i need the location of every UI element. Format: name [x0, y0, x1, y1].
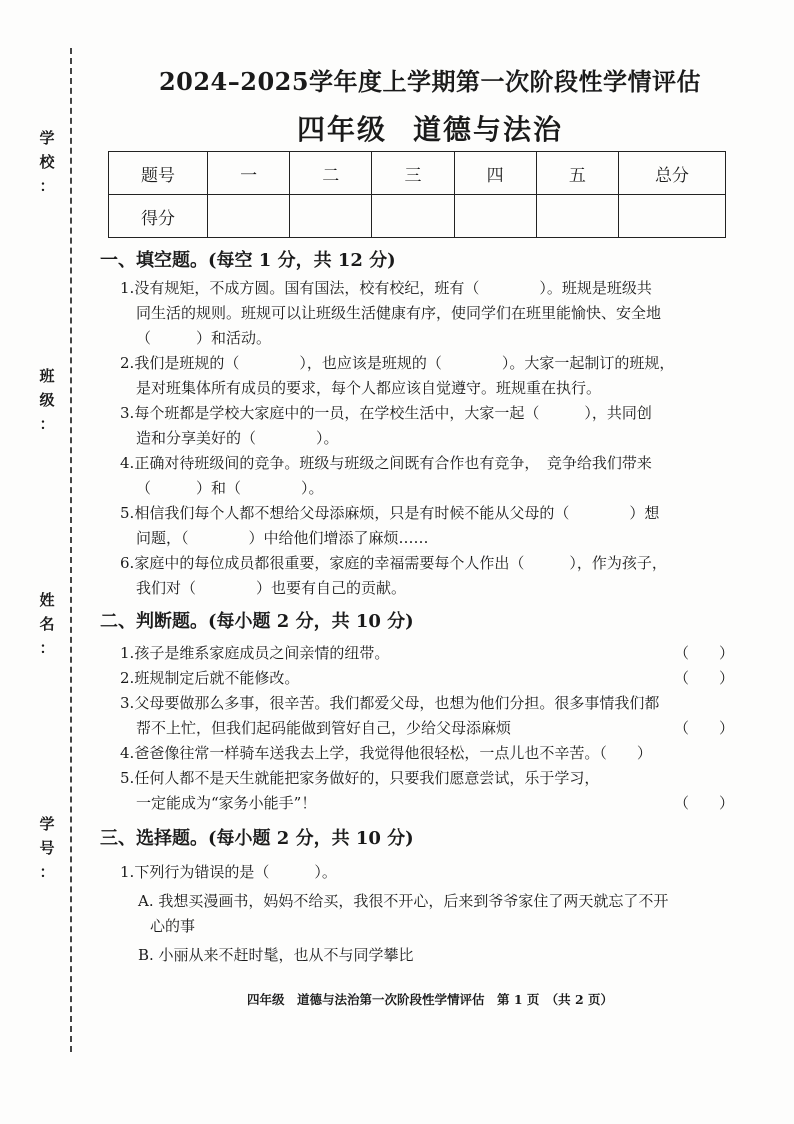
answer-bracket[interactable]: （ ）	[673, 719, 734, 737]
score-input-cell[interactable]	[290, 195, 372, 238]
question-item: 2.我们是班规的（ ），也应该是班规的（ ）。大家一起制订的班规， 是对班集体所有成员的要求，每个人都应该自觉遵守。班规重在执行。	[120, 354, 675, 397]
question-item: 1.下列行为错误的是（ ）。	[120, 863, 337, 881]
score-table-header-row	[109, 152, 726, 195]
question-item: 1.没有规矩，不成方圆。国有国法，校有校纪，班有（ ）。班规是班级共 同生活的规则。班规可以让班级生活健康有序，使同学们在班里能愉快、安全地 （ ）和活动。	[120, 279, 662, 347]
score-table	[108, 151, 726, 238]
margin-label-class: 班 级 ：	[39, 367, 55, 433]
table-cell: 总分	[619, 152, 726, 195]
question-item: 3.父母要做那么多事，很辛苦。我们都爱父母，也想为他们分担。很多事情我们都 帮不上忙，但我们起码能做到管好自己，少给父母添麻烦 （ ）	[120, 691, 740, 741]
score-input-cell[interactable]	[454, 195, 536, 238]
choice-option-a[interactable]: A. 我想买漫画书，妈妈不给买，我很不开心，后来到爷爷家住了两天就忘了不开 心的事	[138, 892, 669, 935]
score-table-score-row	[109, 195, 726, 238]
question-item: 3.每个班都是学校大家庭中的一员，在学校生活中，大家一起（ ），共同创 造和分享美好的（ ）。	[120, 404, 652, 447]
exam-title: 2024–2025学年度上学期第一次阶段性学情评估	[158, 67, 702, 96]
grade-label: 四年级	[296, 113, 387, 146]
question-item: 2.班规制定后就不能修改。 （ ）	[120, 666, 740, 691]
table-cell: 一	[208, 152, 290, 195]
margin-label-school: 学 校 ：	[39, 129, 55, 195]
table-cell: 题号	[109, 152, 208, 195]
question-item: 5.任何人都不是天生就能把家务做好的，只要我们愿意尝试，乐于学习， 一定能成为“家务小能手”！ （ ）	[120, 766, 740, 816]
table-cell: 三	[372, 152, 454, 195]
margin-label-student-no: 学 号 ：	[39, 815, 55, 881]
question-item: 4.正确对待班级间的竞争。班级与班级之间既有合作也有竞争， 竞争给我们带来 （ ）和（ ）。	[120, 454, 652, 497]
score-input-cell[interactable]	[536, 195, 618, 238]
table-cell: 四	[454, 152, 536, 195]
answer-bracket[interactable]: （ ）	[673, 794, 734, 812]
margin-label-name: 姓 名 ：	[39, 591, 55, 657]
binding-dashed-line	[70, 48, 72, 1052]
answer-bracket[interactable]: （ ）	[673, 669, 734, 687]
section-fill-blank-title: 一、填空题。(每空 1 分，共 12 分)	[100, 250, 396, 271]
score-input-cell[interactable]	[619, 195, 726, 238]
section-true-false-title: 二、判断题。(每小题 2 分，共 10 分)	[100, 611, 414, 632]
table-cell: 二	[290, 152, 372, 195]
question-item: 5.相信我们每个人都不想给父母添麻烦，只是有时候不能从父母的（ ）想 问题，（ ）中给他们增添了麻烦……	[120, 504, 660, 547]
score-input-cell[interactable]	[208, 195, 290, 238]
section-multiple-choice-title: 三、选择题。(每小题 2 分，共 10 分)	[100, 828, 414, 849]
table-cell: 五	[536, 152, 618, 195]
subject-label: 道德与法治	[413, 113, 564, 146]
exam-subtitle	[110, 108, 750, 148]
question-item: 4.爸爸像往常一样骑车送我去上学，我觉得他很轻松，一点儿也不辛苦。（ ）	[120, 744, 652, 762]
table-cell: 得分	[109, 195, 208, 238]
question-item: 6.家庭中的每位成员都很重要，家庭的幸福需要每个人作出（ ），作为孩子， 我们对（ ）也要有自己的贡献。	[120, 554, 667, 597]
question-item: 1.孩子是维系家庭成员之间亲情的纽带。 （ ）	[120, 641, 740, 666]
answer-bracket[interactable]: （ ）	[673, 644, 734, 662]
choice-option-b[interactable]: B. 小丽从来不赶时髦，也从不与同学攀比	[138, 946, 414, 964]
page-footer: 四年级 道德与法治第一次阶段性学情评估 第 1 页 （共 2 页）	[246, 992, 614, 1007]
score-input-cell[interactable]	[372, 195, 454, 238]
exam-content	[100, 246, 740, 968]
